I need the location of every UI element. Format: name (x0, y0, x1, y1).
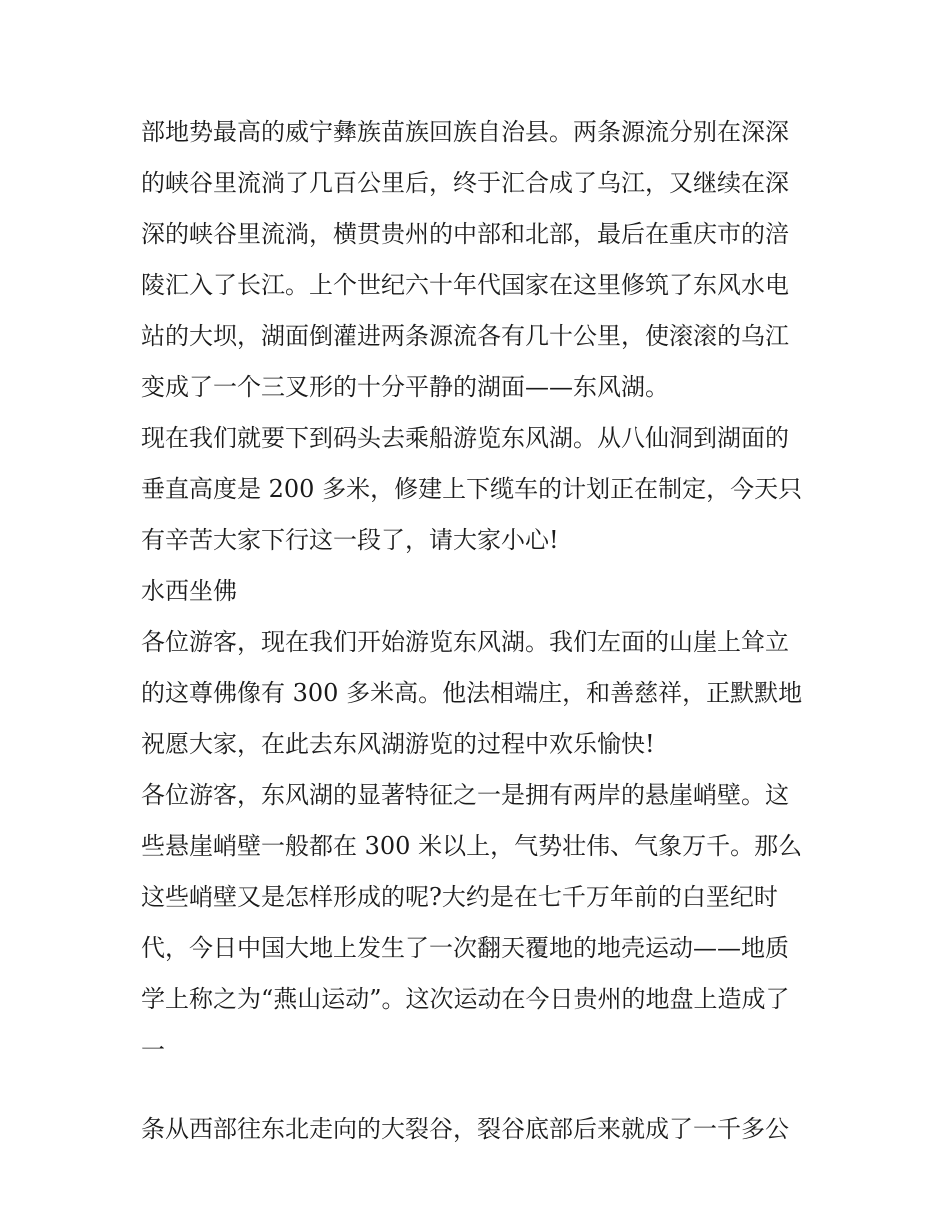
text-line: 各位游客，现在我们开始游览东风湖。我们左面的山崖上耸立 (141, 628, 789, 656)
text-line: 的峡谷里流淌了几百公里后，终于汇合成了乌江，又继续在深 (141, 169, 789, 197)
text-line: 的这尊佛像有 300 多米高。他法相端庄，和善慈祥，正默默地 (141, 679, 803, 707)
text-line: 变成了一个三叉形的十分平静的湖面——东风湖。 (141, 373, 669, 401)
section-heading: 水西坐佛 (141, 577, 237, 605)
text-line: 有辛苦大家下行这一段了，请大家小心! (141, 526, 559, 554)
text-line: 部地势最高的威宁彝族苗族回族自治县。两条源流分别在深深 (141, 118, 789, 146)
text-line: 条从西部往东北走向的大裂谷，裂谷底部后来就成了一千多公 (141, 1115, 789, 1143)
text-line: 些悬崖峭壁一般都在 300 米以上，气势壮伟、气象万千。那么 (141, 832, 803, 860)
text-line: 现在我们就要下到码头去乘船游览东风湖。从八仙洞到湖面的 (141, 424, 789, 452)
text-line: 陵汇入了长江。上个世纪六十年代国家在这里修筑了东风水电 (141, 271, 789, 299)
text-line: 这些峭壁又是怎样形成的呢?大约是在七千万年前的白垩纪时 (141, 883, 778, 911)
text-line: 祝愿大家，在此去东风湖游览的过程中欢乐愉快! (141, 730, 655, 758)
document-body (141, 107, 821, 1155)
text-line: 代，今日中国大地上发生了一次翻天覆地的地壳运动——地质 (141, 934, 789, 962)
text-line: 一 (141, 1036, 165, 1064)
text-line: 垂直高度是 200 多米，修建上下缆车的计划正在制定，今天只 (141, 475, 803, 503)
text-line: 深的峡谷里流淌，横贯贵州的中部和北部，最后在重庆市的涪 (141, 220, 789, 248)
text-line: 学上称之为“燕山运动”。这次运动在今日贵州的地盘上造成了 (141, 985, 790, 1013)
text-line: 站的大坝，湖面倒灌进两条源流各有几十公里，使滚滚的乌江 (141, 322, 789, 350)
text-line: 各位游客，东风湖的显著特征之一是拥有两岸的悬崖峭壁。这 (141, 781, 789, 809)
